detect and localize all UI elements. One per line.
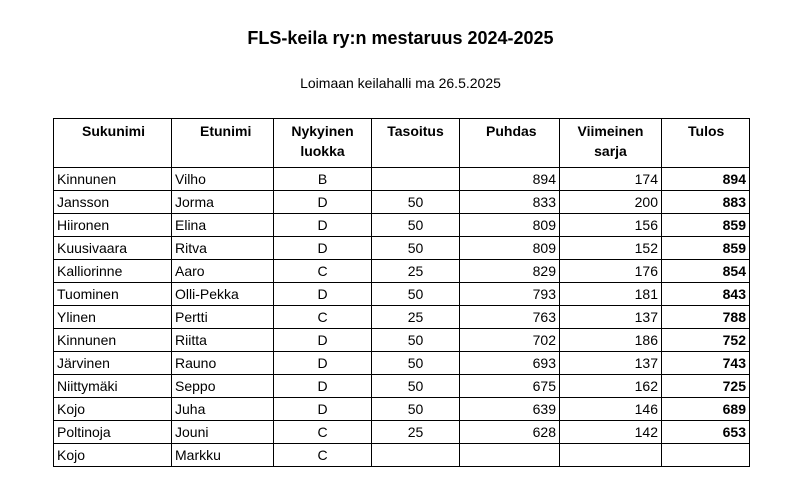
cell-tulos: 843: [662, 283, 750, 306]
cell-tulos: 788: [662, 306, 750, 329]
page-subtitle: Loimaan keilahalli ma 26.5.2025: [300, 75, 501, 91]
table-row: [54, 306, 750, 329]
cell-luokka: D: [274, 352, 372, 375]
cell-tulos: [662, 444, 750, 467]
cell-puhdas: 763: [460, 306, 560, 329]
cell-sukunimi: Ylinen: [54, 306, 172, 329]
cell-puhdas: 833: [460, 191, 560, 214]
cell-etunimi: Seppo: [172, 375, 274, 398]
cell-etunimi: Vilho: [172, 168, 274, 191]
cell-sukunimi: Kuusivaara: [54, 237, 172, 260]
column-header-tulos: Tulos: [662, 119, 750, 168]
column-header-viimeinen-sarja: Viimeinen sarja: [560, 119, 662, 168]
table-row: [54, 329, 750, 352]
cell-luokka: D: [274, 191, 372, 214]
cell-puhdas: 628: [460, 421, 560, 444]
cell-sukunimi: Järvinen: [54, 352, 172, 375]
cell-luokka: C: [274, 306, 372, 329]
cell-viimeinen-sarja: 142: [560, 421, 662, 444]
cell-luokka: C: [274, 444, 372, 467]
column-header-puhdas: Puhdas: [460, 119, 560, 168]
cell-viimeinen-sarja: 176: [560, 260, 662, 283]
cell-tasoitus: 50: [372, 375, 460, 398]
table-row: [54, 237, 750, 260]
header-row: [54, 119, 750, 168]
cell-viimeinen-sarja: 174: [560, 168, 662, 191]
cell-luokka: D: [274, 329, 372, 352]
table-row: [54, 444, 750, 467]
cell-puhdas: 829: [460, 260, 560, 283]
cell-etunimi: Aaro: [172, 260, 274, 283]
cell-puhdas: 809: [460, 214, 560, 237]
table-row: [54, 168, 750, 191]
cell-luokka: B: [274, 168, 372, 191]
cell-sukunimi: Kinnunen: [54, 329, 172, 352]
cell-tulos: 859: [662, 237, 750, 260]
cell-viimeinen-sarja: 137: [560, 306, 662, 329]
cell-etunimi: Jouni: [172, 421, 274, 444]
results-table: [53, 118, 750, 467]
cell-viimeinen-sarja: 162: [560, 375, 662, 398]
cell-viimeinen-sarja: 200: [560, 191, 662, 214]
cell-luokka: D: [274, 375, 372, 398]
cell-luokka: D: [274, 214, 372, 237]
cell-puhdas: 693: [460, 352, 560, 375]
cell-puhdas: 894: [460, 168, 560, 191]
cell-viimeinen-sarja: 156: [560, 214, 662, 237]
cell-tasoitus: 25: [372, 306, 460, 329]
cell-viimeinen-sarja: 181: [560, 283, 662, 306]
table-row: [54, 260, 750, 283]
cell-tasoitus: 50: [372, 237, 460, 260]
cell-sukunimi: Jansson: [54, 191, 172, 214]
cell-tulos: 894: [662, 168, 750, 191]
cell-sukunimi: Niittymäki: [54, 375, 172, 398]
cell-sukunimi: Kinnunen: [54, 168, 172, 191]
cell-luokka: D: [274, 237, 372, 260]
cell-tasoitus: 25: [372, 260, 460, 283]
cell-luokka: D: [274, 398, 372, 421]
column-header-nykyinen-luokka: Nykyinen luokka: [274, 119, 372, 168]
cell-tulos: 653: [662, 421, 750, 444]
cell-tasoitus: 50: [372, 283, 460, 306]
cell-sukunimi: Poltinoja: [54, 421, 172, 444]
cell-tulos: 689: [662, 398, 750, 421]
cell-puhdas: 639: [460, 398, 560, 421]
cell-viimeinen-sarja: 146: [560, 398, 662, 421]
cell-etunimi: Markku: [172, 444, 274, 467]
cell-etunimi: Elina: [172, 214, 274, 237]
cell-luokka: D: [274, 283, 372, 306]
cell-sukunimi: Kojo: [54, 398, 172, 421]
cell-etunimi: Riitta: [172, 329, 274, 352]
cell-sukunimi: Tuominen: [54, 283, 172, 306]
cell-viimeinen-sarja: 152: [560, 237, 662, 260]
page-title: FLS-keila ry:n mestaruus 2024-2025: [247, 28, 554, 48]
cell-etunimi: Ritva: [172, 237, 274, 260]
cell-tasoitus: 50: [372, 191, 460, 214]
cell-tasoitus: 50: [372, 214, 460, 237]
cell-etunimi: Pertti: [172, 306, 274, 329]
table-row: [54, 191, 750, 214]
cell-puhdas: 702: [460, 329, 560, 352]
cell-etunimi: Jorma: [172, 191, 274, 214]
cell-sukunimi: Hiironen: [54, 214, 172, 237]
results-body: [54, 168, 750, 467]
cell-tasoitus: [372, 168, 460, 191]
cell-tasoitus: 50: [372, 352, 460, 375]
cell-tasoitus: [372, 444, 460, 467]
cell-tulos: 752: [662, 329, 750, 352]
column-header-etunimi: Etunimi: [172, 119, 274, 168]
table-row: [54, 283, 750, 306]
cell-puhdas: 809: [460, 237, 560, 260]
cell-etunimi: Rauno: [172, 352, 274, 375]
cell-tulos: 854: [662, 260, 750, 283]
cell-tasoitus: 50: [372, 398, 460, 421]
column-header-tasoitus: Tasoitus: [372, 119, 460, 168]
cell-luokka: C: [274, 260, 372, 283]
cell-etunimi: Olli-Pekka: [172, 283, 274, 306]
cell-sukunimi: Kalliorinne: [54, 260, 172, 283]
cell-tulos: 883: [662, 191, 750, 214]
cell-tulos: 725: [662, 375, 750, 398]
table-row: [54, 398, 750, 421]
cell-sukunimi: Kojo: [54, 444, 172, 467]
cell-tulos: 743: [662, 352, 750, 375]
cell-etunimi: Juha: [172, 398, 274, 421]
cell-puhdas: [460, 444, 560, 467]
cell-tasoitus: 50: [372, 329, 460, 352]
table-row: [54, 375, 750, 398]
cell-viimeinen-sarja: 186: [560, 329, 662, 352]
cell-viimeinen-sarja: 137: [560, 352, 662, 375]
cell-luokka: C: [274, 421, 372, 444]
table-row: [54, 352, 750, 375]
cell-viimeinen-sarja: [560, 444, 662, 467]
cell-puhdas: 793: [460, 283, 560, 306]
table-row: [54, 421, 750, 444]
cell-tulos: 859: [662, 214, 750, 237]
column-header-sukunimi: Sukunimi: [54, 119, 172, 168]
cell-tasoitus: 25: [372, 421, 460, 444]
cell-puhdas: 675: [460, 375, 560, 398]
table-row: [54, 214, 750, 237]
